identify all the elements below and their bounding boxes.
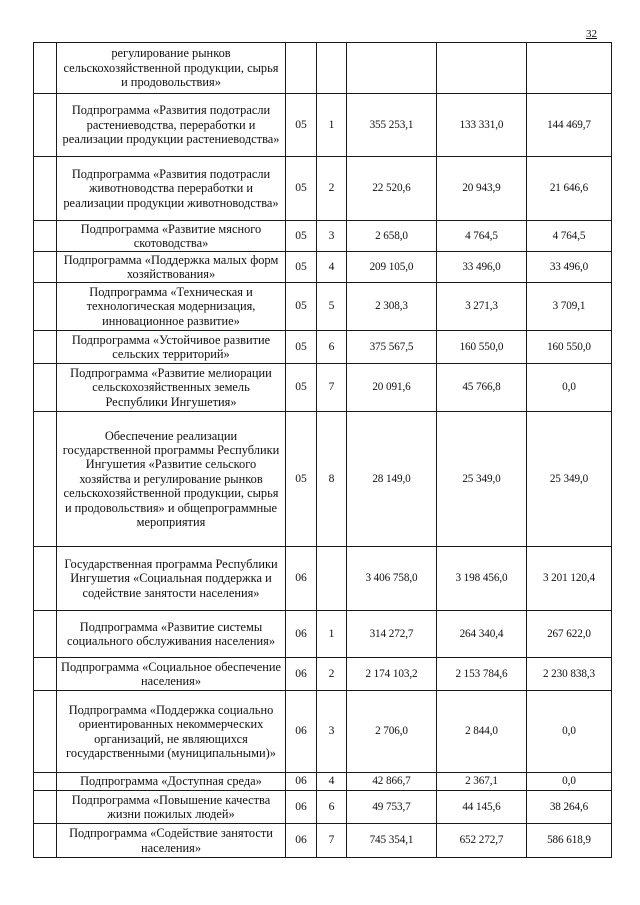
subprogram-code: 5: [317, 283, 347, 331]
table-row: [34, 691, 612, 773]
row-name: Подпрограмма «Техническая и технологическая модернизация, инновационное развитие»: [57, 283, 286, 331]
value-year-2: 44 145,6: [437, 791, 527, 824]
cell-blank: [34, 691, 57, 773]
value-year-1: 2 308,3: [347, 283, 437, 331]
value-year-1: 20 091,6: [347, 364, 437, 412]
value-year-3: 586 618,9: [527, 824, 612, 858]
program-code: 05: [286, 157, 317, 221]
value-year-3: 0,0: [527, 691, 612, 773]
value-year-1: 42 866,7: [347, 773, 437, 791]
value-year-1: 2 706,0: [347, 691, 437, 773]
value-year-1: 314 272,7: [347, 611, 437, 658]
subprogram-code: 4: [317, 773, 347, 791]
table-row: [34, 252, 612, 283]
value-year-1: 22 520,6: [347, 157, 437, 221]
row-name: Подпрограмма «Социальное обеспечение населения»: [57, 658, 286, 691]
value-year-1: [347, 43, 437, 94]
table-row: [34, 283, 612, 331]
page-number: 32: [586, 28, 597, 40]
budget-table: [33, 42, 612, 858]
subprogram-code: 4: [317, 252, 347, 283]
subprogram-code: 3: [317, 691, 347, 773]
value-year-1: 375 567,5: [347, 331, 437, 364]
program-code: 05: [286, 221, 317, 252]
cell-blank: [34, 658, 57, 691]
subprogram-code: 1: [317, 94, 347, 157]
table-row: [34, 611, 612, 658]
program-code: 06: [286, 773, 317, 791]
cell-blank: [34, 824, 57, 858]
cell-blank: [34, 252, 57, 283]
row-name: Подпрограмма «Повышение качества жизни пожилых людей»: [57, 791, 286, 824]
program-code: 05: [286, 252, 317, 283]
subprogram-code: 8: [317, 412, 347, 547]
value-year-2: 25 349,0: [437, 412, 527, 547]
value-year-2: 3 271,3: [437, 283, 527, 331]
row-name: Подпрограмма «Поддержка социально ориентированных некоммерческих организаций, не являющихся государственными (муниципальными)»: [57, 691, 286, 773]
value-year-2: 133 331,0: [437, 94, 527, 157]
table-row: [34, 773, 612, 791]
value-year-3: 160 550,0: [527, 331, 612, 364]
value-year-1: 2 658,0: [347, 221, 437, 252]
table-row: [34, 547, 612, 611]
row-name: Подпрограмма «Развитие системы социального обслуживания населения»: [57, 611, 286, 658]
program-code: 06: [286, 691, 317, 773]
value-year-1: 745 354,1: [347, 824, 437, 858]
cell-blank: [34, 331, 57, 364]
program-code: 05: [286, 331, 317, 364]
cell-blank: [34, 547, 57, 611]
row-name: Подпрограмма «Развития подотрасли животноводства переработки и реализации продукции животноводства»: [57, 157, 286, 221]
program-code: 06: [286, 791, 317, 824]
value-year-1: 3 406 758,0: [347, 547, 437, 611]
subprogram-code: [317, 43, 347, 94]
table-row: [34, 658, 612, 691]
program-code: 06: [286, 658, 317, 691]
program-code: 06: [286, 824, 317, 858]
cell-blank: [34, 412, 57, 547]
cell-blank: [34, 364, 57, 412]
value-year-2: 264 340,4: [437, 611, 527, 658]
row-name: Подпрограмма «Развитие мелиорации сельскохозяйственных земель Республики Ингушетия»: [57, 364, 286, 412]
subprogram-code: 6: [317, 331, 347, 364]
subprogram-code: 1: [317, 611, 347, 658]
cell-blank: [34, 791, 57, 824]
table-row: [34, 157, 612, 221]
value-year-2: 2 844,0: [437, 691, 527, 773]
subprogram-code: [317, 547, 347, 611]
row-name: регулирование рынков сельскохозяйственной продукции, сырья и продовольствия»: [57, 43, 286, 94]
value-year-3: 33 496,0: [527, 252, 612, 283]
value-year-3: 3 709,1: [527, 283, 612, 331]
value-year-3: 0,0: [527, 364, 612, 412]
row-name: Подпрограмма «Развитие мясного скотоводства»: [57, 221, 286, 252]
value-year-3: 0,0: [527, 773, 612, 791]
row-name: Государственная программа Республики Ингушетия «Социальная поддержка и содействие занятости населения»: [57, 547, 286, 611]
program-code: 05: [286, 412, 317, 547]
subprogram-code: 2: [317, 157, 347, 221]
table-row: [34, 94, 612, 157]
row-name: Подпрограмма «Доступная среда»: [57, 773, 286, 791]
cell-blank: [34, 43, 57, 94]
program-code: 05: [286, 364, 317, 412]
table-row: [34, 331, 612, 364]
subprogram-code: 3: [317, 221, 347, 252]
value-year-3: 144 469,7: [527, 94, 612, 157]
value-year-2: 652 272,7: [437, 824, 527, 858]
row-name: Подпрограмма «Содействие занятости населения»: [57, 824, 286, 858]
table-row: [34, 791, 612, 824]
value-year-2: 3 198 456,0: [437, 547, 527, 611]
subprogram-code: 2: [317, 658, 347, 691]
subprogram-code: 7: [317, 364, 347, 412]
row-name: Подпрограмма «Поддержка малых форм хозяйствования»: [57, 252, 286, 283]
value-year-3: 21 646,6: [527, 157, 612, 221]
value-year-2: 33 496,0: [437, 252, 527, 283]
table-row: [34, 364, 612, 412]
cell-blank: [34, 94, 57, 157]
subprogram-code: 7: [317, 824, 347, 858]
table-row: [34, 221, 612, 252]
value-year-3: 267 622,0: [527, 611, 612, 658]
cell-blank: [34, 221, 57, 252]
value-year-3: 25 349,0: [527, 412, 612, 547]
value-year-3: [527, 43, 612, 94]
subprogram-code: 6: [317, 791, 347, 824]
cell-blank: [34, 611, 57, 658]
cell-blank: [34, 283, 57, 331]
value-year-1: 2 174 103,2: [347, 658, 437, 691]
cell-blank: [34, 157, 57, 221]
row-name: Подпрограмма «Устойчивое развитие сельских территорий»: [57, 331, 286, 364]
value-year-1: 28 149,0: [347, 412, 437, 547]
value-year-2: 2 367,1: [437, 773, 527, 791]
table-row: [34, 412, 612, 547]
value-year-3: 3 201 120,4: [527, 547, 612, 611]
value-year-2: 2 153 784,6: [437, 658, 527, 691]
row-name: Обеспечение реализации государственной программы Республики Ингушетия «Развитие сельского хозяйства и регулирование рынков сельскохозяйственной продукции, сырья и продовольствия» и общепрограммные мероприятия: [57, 412, 286, 547]
value-year-2: 160 550,0: [437, 331, 527, 364]
value-year-1: 49 753,7: [347, 791, 437, 824]
program-code: 06: [286, 547, 317, 611]
table-row: [34, 43, 612, 94]
value-year-3: 2 230 838,3: [527, 658, 612, 691]
program-code: [286, 43, 317, 94]
value-year-1: 209 105,0: [347, 252, 437, 283]
program-code: 05: [286, 283, 317, 331]
program-code: 05: [286, 94, 317, 157]
program-code: 06: [286, 611, 317, 658]
value-year-2: [437, 43, 527, 94]
value-year-2: 45 766,8: [437, 364, 527, 412]
value-year-2: 4 764,5: [437, 221, 527, 252]
value-year-2: 20 943,9: [437, 157, 527, 221]
row-name: Подпрограмма «Развития подотрасли растениеводства, переработки и реализации продукции растениеводства»: [57, 94, 286, 157]
table-body: [34, 43, 612, 858]
value-year-3: 4 764,5: [527, 221, 612, 252]
cell-blank: [34, 773, 57, 791]
value-year-3: 38 264,6: [527, 791, 612, 824]
table-row: [34, 824, 612, 858]
value-year-1: 355 253,1: [347, 94, 437, 157]
